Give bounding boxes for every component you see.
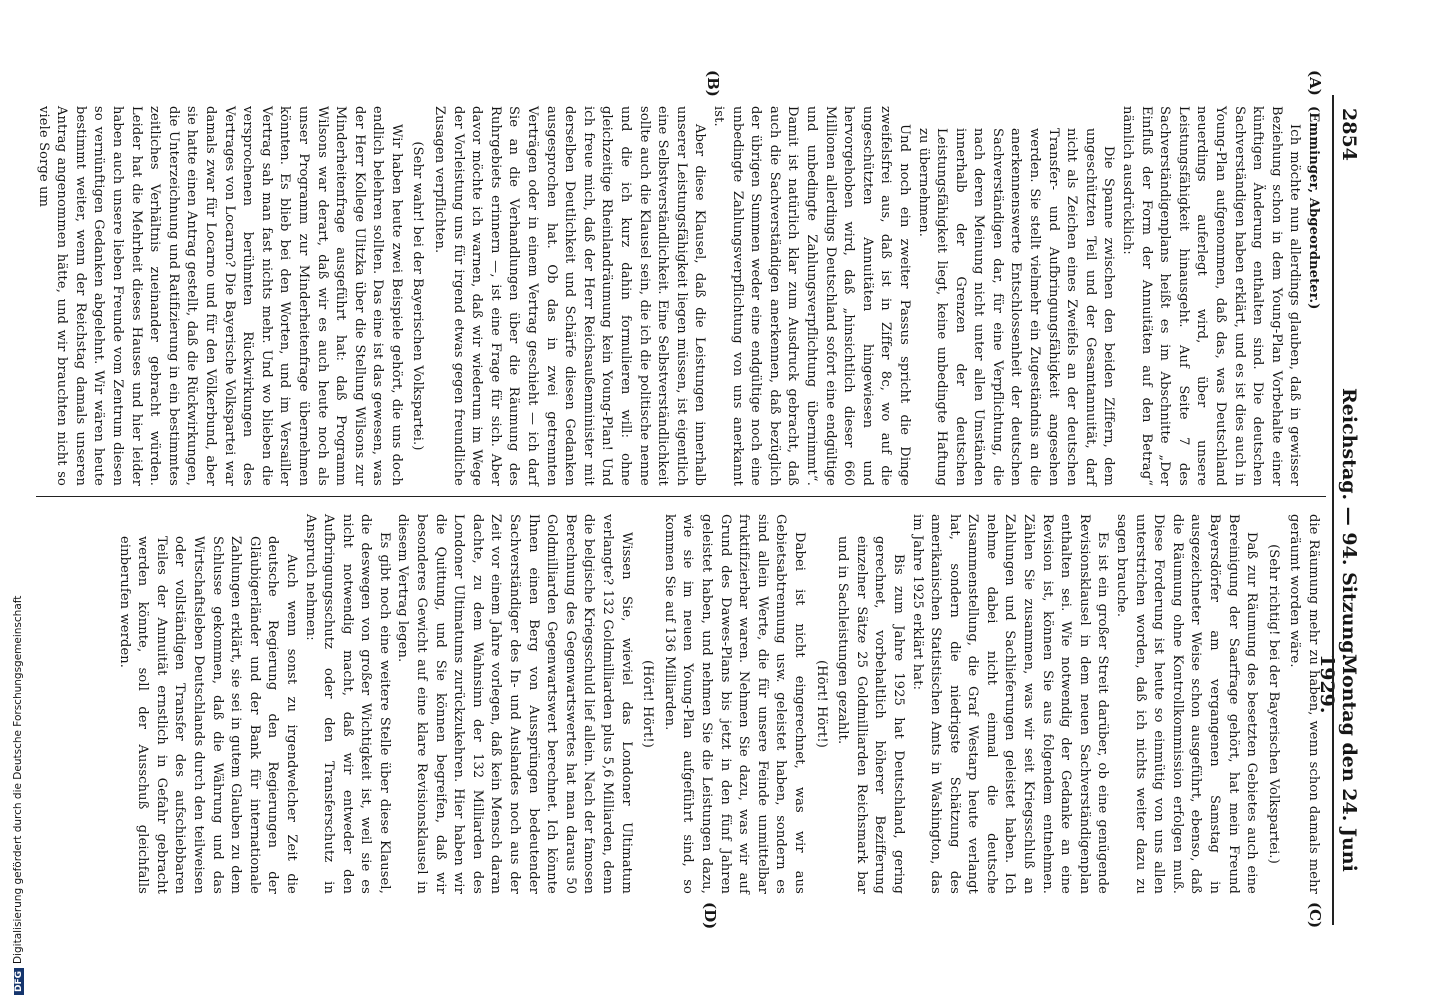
footer-text: Digitalisierung gefördert durch die Deutsche Forschungsgemeinschaft (12, 595, 24, 964)
column-divider (36, 496, 1326, 497)
left-column (33, 106, 1322, 486)
header-rule (1332, 95, 1334, 925)
page-title: Reichstag. — 94. Sitzung. (1338, 388, 1360, 661)
interjection: (Hört! Hört!) (813, 660, 829, 748)
paragraph: Ich möchte nun allerdings glauben, daß in gewisser Beziehung schon in dem Young-Plan Vorbehalte einer künftigen Änderung enthalten sind. Die deutschen Sachverständigen haben erklärt, und es ist dies auch in Young-Plan aufgenommen, daß das, was Deutschland neuerdings auferlegt wird, über unsere Leistungsfähigkeit hinausgeht. Auf Seite 7 des Sachverständigenplans heißt es im Abschnitte „Der Einfluß der Form der Annuitäten auf den Betrag“ nämlich ausdrücklich: (1120, 106, 1303, 486)
paragraph: Dabei ist nicht eingerechnet, was wir aus Gebietsabtrennung usw. geleistet haben, sondern es sind allein Werte, die für unsere Feinde unmittelbar fruktifizierbar waren. Nehmen Sie dazu, was wir auf Grund des Dawes-Plans bis jetzt in den fünf Jahren geleistet haben, und nehmen Sie die Leistungen dazu, wie sie im neuen Young-Plan aufgeführt sind, so kommen Sie auf 136 Milliarden. (661, 514, 807, 894)
margin-marker-a: (A) (1306, 70, 1324, 96)
margin-marker-b: (B) (704, 70, 722, 97)
interjection: (Hört! Hört!) (640, 660, 656, 748)
paragraph: Aber diese Klausel, daß die Leistungen innerhalb unserer Leistungsfähigkeit liegen müssen, ist eigentlich eine Selbstverständlichkeit. Eine Selbstverständlichkeit sollte auch die Klausel sein, die ich die politische nenne und die ich kurz dahin formulieren will: ohne gleichzeitige Rheinlandräumung kein Young-Plan! Und ich freue mich, daß der Herr Reichsaußenminister mit derselben Deutlichkeit und Schärfe diesen Gedanken ausgesprochen hat. Ob das in zwei getrennten Verträgen oder in einem Vertrag geschieht — ich darf Sie an die Verhandlungen über die Räumung des Ruhrgebiets erinnern —, ist eine Frage für sich. Aber davor möchte ich warnen, daß wir wiederum im Wege der Vorleistung uns für irgend etwas gegen freundliche Zusagen verpflichten. (432, 106, 708, 486)
paragraph: Es gibt noch eine weitere Stelle über diese Klausel, die deswegen von großer Wichtigkeit ist, weil sie es nicht notwendig macht, daß wir entweder den Aufbringungsschutz oder den Transferschutz in Anspruch nehmen: (302, 514, 392, 894)
dfg-logo: DFG (14, 968, 24, 995)
right-column (114, 514, 1322, 894)
quotation: Auch wenn sonst zu irgendwelcher Zeit die deutsche Regierung den Regierungen der Gläubigerländer und der Bank für internationale Zahlungen erklärt, sie sei in gutem Glauben zu dem Schlusse gekommen, daß die Währung und das Wirtschaftsleben Deutschlands durch den teilweisen oder vollständigen Transfer des aufschiebbaren Teiles der Annuität ernstlich in Gefahr gebracht werden könnte, soll der Ausschuß gleichfalls einberufen werden. (116, 536, 299, 894)
paragraph: die Räumung mehr zu haben, wenn schon damals mehr geräumt worden wäre. (1287, 514, 1321, 894)
margin-marker-d: (D) (701, 902, 719, 930)
paragraph: Und noch ein zweiter Passus spricht die Dinge zweifelsfrei aus, daß ist in Ziffer 8c, wo auf die ungeschützten Annuitäten hingewiesen und hervorgehoben wird, daß „hinsichtlich dieser 660 Millionen allerdings Deutschland sofort eine endgültige und unbedingte Zahlungsverpflichtung übernimmt“. Damit ist natürlich klar zum Ausdruck gebracht, daß auch die Sachverständigen anerkennen, daß bezüglich der übrigen Summen weder eine endgültige noch eine unbedingte Zahlungsverpflichtung von uns anerkannt ist. (711, 106, 912, 486)
paragraph: Es ist ein großer Streit darüber, ob eine genügende Revisionsklausel in dem neuen Sachverständigenplan enthalten sei. Wie notwendig der Gedanke an eine Revision ist, können Sie aus folgendem entnehmen. Zählen Sie zusammen, was wir seit Kriegsschluß an Zahlungen und Sachlieferungen geleistet haben. Ich nehme dabei nicht einmal die deutsche Zusammenstellung, die Graf Westarp heute verlangt hat, sondern die niedrigste Schätzung des amerikanischen Statistischen Amts in Washington, das im Jahre 1925 erklärt hat: (909, 514, 1111, 894)
paragraph: Daß zur Räumung des besetzten Gebietes auch eine Bereinigung der Saarfrage gehört, hat mein Freund Bayersdörfer am vergangenen Samstag in ausgezeichneter Weise schon ausgeführt, ebenso, daß die Räumung ohne Kontrollkommission erfolgen muß. Diese Forderung ist heute so einmütig von uns allen unterstrichen worden, daß ich nichts weiter dazu zu sagen brauche. (1114, 514, 1260, 894)
interjection: (Sehr richtig! bei der Bayerischen Volkspartei.) (1265, 544, 1281, 864)
page-date: Montag den 24. Juni 1929. (1316, 654, 1360, 872)
page-number: 2854 (1338, 108, 1360, 161)
digitization-footer (12, 395, 26, 995)
speaker-line: (Emminger, Abgeordneter.) (1306, 106, 1321, 310)
interjection: (Sehr wahr! bei der Bayerischen Volkspartei.) (410, 141, 426, 451)
quotation: Die Spanne zwischen den beiden Ziffern, dem ungeschützten Teil und der Gesamtannuität, darf nicht als Zeichen eines Zweifels an der deutschen Transfer- und Aufbringungsfähigkeit angesehen werden. Sie stellt vielmehr ein Zugeständnis an die anerkennenswerte Entschlossenheit der deutschen Sachverständigen dar, für eine Verpflichtung, die nach deren Meinung nicht unter allen Umständen innerhalb der Grenzen der deutschen Leistungsfähigkeit liegt, keine unbedingte Haftung zu übernehmen. (915, 128, 1117, 486)
margin-marker-c: (C) (1306, 902, 1324, 929)
paragraph: Wissen Sie, wieviel das Londoner Ultimatum verlangte? 132 Goldmilliarden plus 5,6 Milliarden, denn die belgische Kriegsschuld lief allein. Nach der famosen Berechnung des Gegenwartswertes hat man daraus 50 Goldmilliarden Gegenwartswert berechnet. Ich könnte Ihnen einen Berg von Aussprüngen bedeutender Sachverständiger des In- und Auslandes noch aus der Zeit vor einem Jahre vorlegen, daß kein Mensch daran dachte, zu dem Wahnsinn der 132 Milliarden des Londoner Ultimatums zurückzukehren. Hier haben wir die Quittung, und Sie können begreifen, daß wir besonderes Gewicht auf eine klare Revisionsklausel in diesem Vertrag legen. (395, 514, 634, 894)
quotation: Bis zum Jahre 1925 hat Deutschland, gering gerechnet, vorbehaltlich höherer Bezifferung einzelner Sätze 25 Goldmilliarden Reichsmark bar und in Sachleistungen gezahlt. (835, 536, 906, 894)
paragraph: Wir haben heute zwei Beispiele gehört, die uns doch endlich belehren sollten. Das eine ist das gewesen, was der Herr Kollege Ulitzka über die Stellung Wilsons zur Minderheitenfrage ausgeführt hat: daß Programm Wilsons war derart, daß wir es auch heute noch als unser Programm zur Minderheitenfrage übernehmen könnten. Es blieb bei den Worten, und im Versailler Vertrag sah man fast nichts mehr. Und wo blieben die versprochenen berühmten Rückwirkungen des Vertrages von Locarno? Die Bayerische Volkspartei war damals zwar für Locarno und für den Völkerbund, aber sie hatte einen Antrag gestellt, daß die Rückwirkungen, die Unterzeichnung und Ratifizierung in ein bestimmtes zeitliches Verhältnis zueinander gebracht würden. Leider hat die Mehrheit dieses Hauses und hier leider haben auch unsere lieben Freunde vom Zentrum diesen so vernünftigen Gedanken abgelehnt. Wir wären heute bestimmt weiter, wenn der Reichstag damals unseren Antrag angenommen hätte, und wir brauchten nicht so viele Sorge um (35, 106, 404, 486)
